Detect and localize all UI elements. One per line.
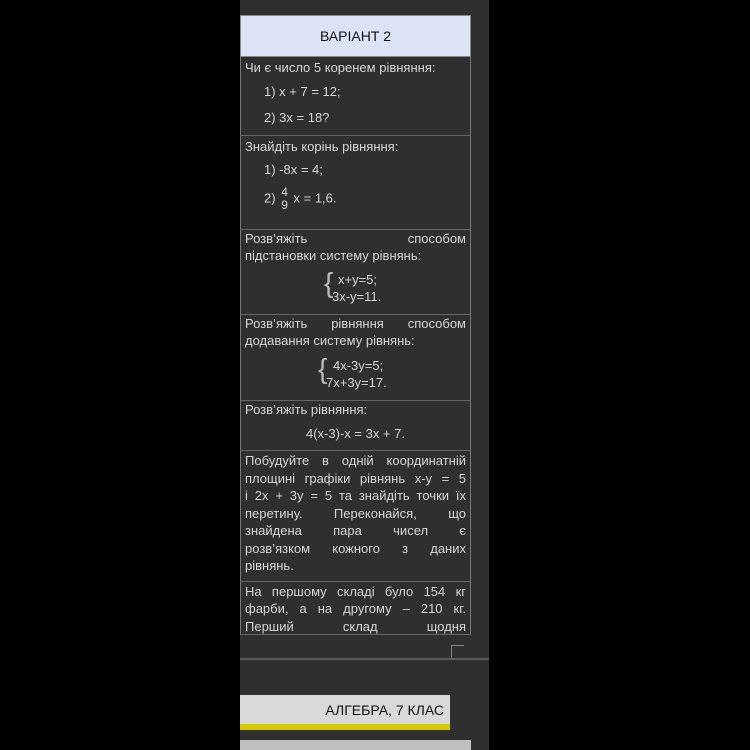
task-3-line-1: Розв’яжіть способом: [245, 231, 466, 246]
system-equation-2: 7x+3y=17.: [326, 375, 387, 390]
task-1-item-2: 2) 3x = 18?: [264, 110, 330, 125]
next-page-title: АЛГЕБРА, 7 КЛАС: [325, 702, 444, 718]
task-6-line-5: знайдена пара чисел є: [245, 523, 466, 538]
task-2-item-2-number: 2): [264, 190, 276, 206]
task-2-item-1: 1) -8x = 4;: [264, 162, 323, 177]
task-1-prompt: Чи є число 5 коренем рівняння:: [245, 60, 436, 75]
task-4: [240, 315, 471, 401]
system-equations: [332, 271, 381, 305]
system-equation-2: 3x-y=11.: [332, 289, 382, 304]
task-7-line-1: На першому складі було 154 кг: [245, 584, 466, 599]
task-2-item-2-equation: x = 1,6.: [293, 190, 337, 206]
task-2-prompt: Знайдіть корінь рівняння:: [245, 139, 399, 154]
system-brace: {: [324, 267, 334, 298]
fraction: [281, 186, 288, 212]
fraction-numerator: 4: [281, 185, 288, 199]
task-5-prompt: Розв’яжіть рівняння:: [245, 402, 368, 417]
task-2-item-2: [264, 186, 337, 212]
task-6-line-4: перетину. Переконайся, що: [245, 506, 466, 521]
task-6-line-6: розв’язком кожного з даних: [245, 541, 466, 556]
task-1: [240, 57, 471, 136]
task-6-line-2: площині графіки рівнянь x-y = 5: [245, 471, 466, 486]
page-divider: [240, 658, 489, 660]
task-6-line-3: і 2x + 3y = 5 та знайдіть точки їх: [245, 488, 466, 503]
variant-title: ВАРІАНТ 2: [319, 28, 392, 44]
task-4-line-1: Розв’яжіть рівняння способом: [245, 316, 466, 331]
system-equations: [326, 357, 387, 391]
task-7-line-3: Перший склад щодня: [245, 619, 466, 634]
page-corner-marker: [451, 645, 464, 658]
task-4-line-2: додавання систему рівнянь:: [245, 333, 415, 348]
task-5-equation: 4(x-3)-x = 3x + 7.: [306, 426, 405, 441]
task-3: [240, 230, 471, 315]
next-page-content-strip: [240, 740, 471, 750]
task-6-line-7: рівнянь.: [245, 558, 294, 573]
system-brace: {: [318, 353, 328, 384]
variant-header: [240, 15, 471, 57]
system-equation-1: x+y=5;: [338, 272, 378, 287]
task-7: [240, 582, 471, 635]
task-1-item-1: 1) x + 7 = 12;: [264, 84, 341, 99]
task-7-line-2: фарби, а на другому – 210 кг.: [245, 601, 466, 616]
task-5: [240, 401, 471, 451]
task-6: [240, 451, 471, 582]
task-6-line-1: Побудуйте в одній координатній: [245, 453, 466, 468]
next-page-title-bar: [240, 695, 450, 725]
fraction-denominator: 9: [281, 198, 288, 212]
system-equation-1: 4x-3y=5;: [333, 358, 384, 373]
task-3-line-2: підстановки систему рівнянь:: [245, 248, 422, 263]
document-viewer[interactable]: [240, 0, 489, 750]
task-table: [240, 57, 471, 635]
task-2: [240, 136, 471, 230]
title-accent-bar: [240, 724, 450, 730]
